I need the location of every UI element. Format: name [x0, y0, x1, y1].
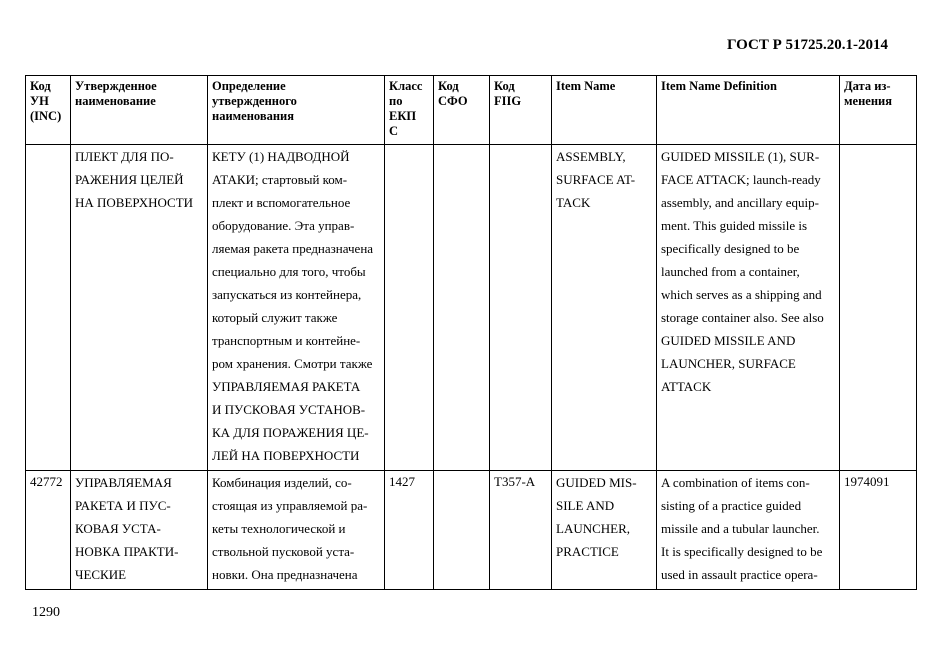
table-row	[26, 145, 917, 471]
text-line: GUIDED MIS-	[556, 475, 637, 490]
text-line: assembly, and ancillary equip-	[661, 195, 819, 210]
text-line: Класс	[389, 79, 423, 93]
text-line: FACE ATTACK; launch-ready	[661, 172, 821, 187]
text-line: новки. Она предназначена	[212, 567, 358, 582]
text-line: КЕТУ (1) НАДВОДНОЙ	[212, 149, 350, 164]
text-line: ЛЕЙ НА ПОВЕРХНОСТИ	[212, 448, 360, 463]
text-line: PRACTICE	[556, 544, 619, 559]
text-line: A combination of items con-	[661, 475, 810, 490]
text-line: ром хранения. Смотри также	[212, 356, 373, 371]
text-line: LAUNCHER, SURFACE	[661, 356, 796, 371]
cell-item-name-definition	[657, 145, 840, 471]
text-line: НОВКА ПРАКТИ-	[75, 544, 179, 559]
header-ekps-class	[385, 76, 434, 145]
text-line: РАЖЕНИЯ ЦЕЛЕЙ	[75, 172, 184, 187]
text-line: SURFACE AT-	[556, 172, 636, 187]
cell-ekps-class: 1427	[385, 471, 434, 590]
text-line: which serves as a shipping and	[661, 287, 822, 302]
cell-sfo-code	[434, 145, 490, 471]
text-line: транспортным и контейне-	[212, 333, 361, 348]
text-line: наименования	[212, 109, 295, 123]
text-line: (INC)	[30, 109, 62, 123]
text-line: С	[389, 124, 399, 138]
header-change-date	[840, 76, 917, 145]
cell-fiig-code: T357-A	[490, 471, 552, 590]
text-line: FIIG	[494, 94, 522, 108]
text-line: ствольной пусковой уста-	[212, 544, 355, 559]
text-line: плект и вспомогательное	[212, 195, 351, 210]
text-line: ЧЕСКИЕ	[75, 567, 127, 582]
text-line: SILE AND	[556, 498, 615, 513]
text-line: И ПУСКОВАЯ УСТАНОВ-	[212, 402, 366, 417]
text-line: утвержденного	[212, 94, 297, 108]
cell-inc	[26, 145, 71, 471]
header-inc	[26, 76, 71, 145]
text-line: запускаться из контейнера,	[212, 287, 362, 302]
header-definition	[208, 76, 385, 145]
cell-item-name-definition	[657, 471, 840, 590]
text-line: GUIDED MISSILE AND	[661, 333, 796, 348]
text-line: менения	[844, 94, 892, 108]
text-line: который служит также	[212, 310, 338, 325]
header-approved-name	[71, 76, 208, 145]
cell-approved-name	[71, 145, 208, 471]
cell-sfo-code	[434, 471, 490, 590]
cell-fiig-code	[490, 145, 552, 471]
text-line: Определение	[212, 79, 286, 93]
text-line: TACK	[556, 195, 591, 210]
text-line: It is specifically designed to be	[661, 544, 823, 559]
header-item-name	[552, 76, 657, 145]
text-line: LAUNCHER,	[556, 521, 631, 536]
text-line: ляемая ракета предназначена	[212, 241, 374, 256]
cell-definition	[208, 471, 385, 590]
page-number: 1290	[32, 605, 60, 620]
text-line: по	[389, 94, 403, 108]
text-line: стоящая из управляемой ра-	[212, 498, 368, 513]
text-line: Дата из-	[844, 79, 891, 93]
header-sfo-code	[434, 76, 490, 145]
text-line: НА ПОВЕРХНОСТИ	[75, 195, 194, 210]
text-line: УПРАВЛЯЕМАЯ	[75, 475, 172, 490]
text-line: РАКЕТА И ПУС-	[75, 498, 171, 513]
text-line: ЕКП	[389, 109, 417, 123]
cell-ekps-class	[385, 145, 434, 471]
text-line: sisting of a practice guided	[661, 498, 802, 513]
text-line: КА ДЛЯ ПОРАЖЕНИЯ ЦЕ-	[212, 425, 369, 440]
text-line: СФО	[438, 94, 468, 108]
cell-change-date	[840, 145, 917, 471]
header-item-name-definition	[657, 76, 840, 145]
text-line: Утвержденное	[75, 79, 157, 93]
text-line: специально для того, чтобы	[212, 264, 366, 279]
document-title: ГОСТ Р 51725.20.1-2014	[726, 37, 888, 53]
text-line: Item Name	[556, 79, 616, 93]
header-row	[26, 76, 917, 145]
cell-item-name	[552, 471, 657, 590]
text-line: ASSEMBLY,	[556, 149, 626, 164]
catalog-table	[25, 75, 917, 590]
text-line: used in assault practice opera-	[661, 567, 818, 582]
text-line: ment. This guided missile is	[661, 218, 808, 233]
table-row	[26, 471, 917, 590]
text-line: GUIDED MISSILE (1), SUR-	[661, 149, 820, 164]
text-line: storage container also. See also	[661, 310, 824, 325]
text-line: ATTACK	[661, 379, 712, 394]
text-line: УН	[30, 94, 49, 108]
text-line: наименование	[75, 94, 156, 108]
text-line: launched from a container,	[661, 264, 800, 279]
text-line: specifically designed to be	[661, 241, 800, 256]
text-line: кеты технологической и	[212, 521, 346, 536]
text-line: АТАКИ; стартовый ком-	[212, 172, 348, 187]
header-fiig-code	[490, 76, 552, 145]
text-line: Комбинация изделий, со-	[212, 475, 352, 490]
cell-definition	[208, 145, 385, 471]
text-line: Код	[30, 79, 51, 93]
cell-change-date: 1974091	[840, 471, 917, 590]
cell-inc: 42772	[26, 471, 71, 590]
text-line: Код	[494, 79, 515, 93]
text-line: missile and a tubular launcher.	[661, 521, 820, 536]
text-line: КОВАЯ УСТА-	[75, 521, 161, 536]
text-line: Item Name Definition	[661, 79, 777, 93]
text-line: УПРАВЛЯЕМАЯ РАКЕТА	[212, 379, 361, 394]
text-line: Код	[438, 79, 459, 93]
text-line: ПЛЕКТ ДЛЯ ПО-	[75, 149, 174, 164]
text-line: оборудование. Эта управ-	[212, 218, 355, 233]
cell-approved-name	[71, 471, 208, 590]
cell-item-name	[552, 145, 657, 471]
